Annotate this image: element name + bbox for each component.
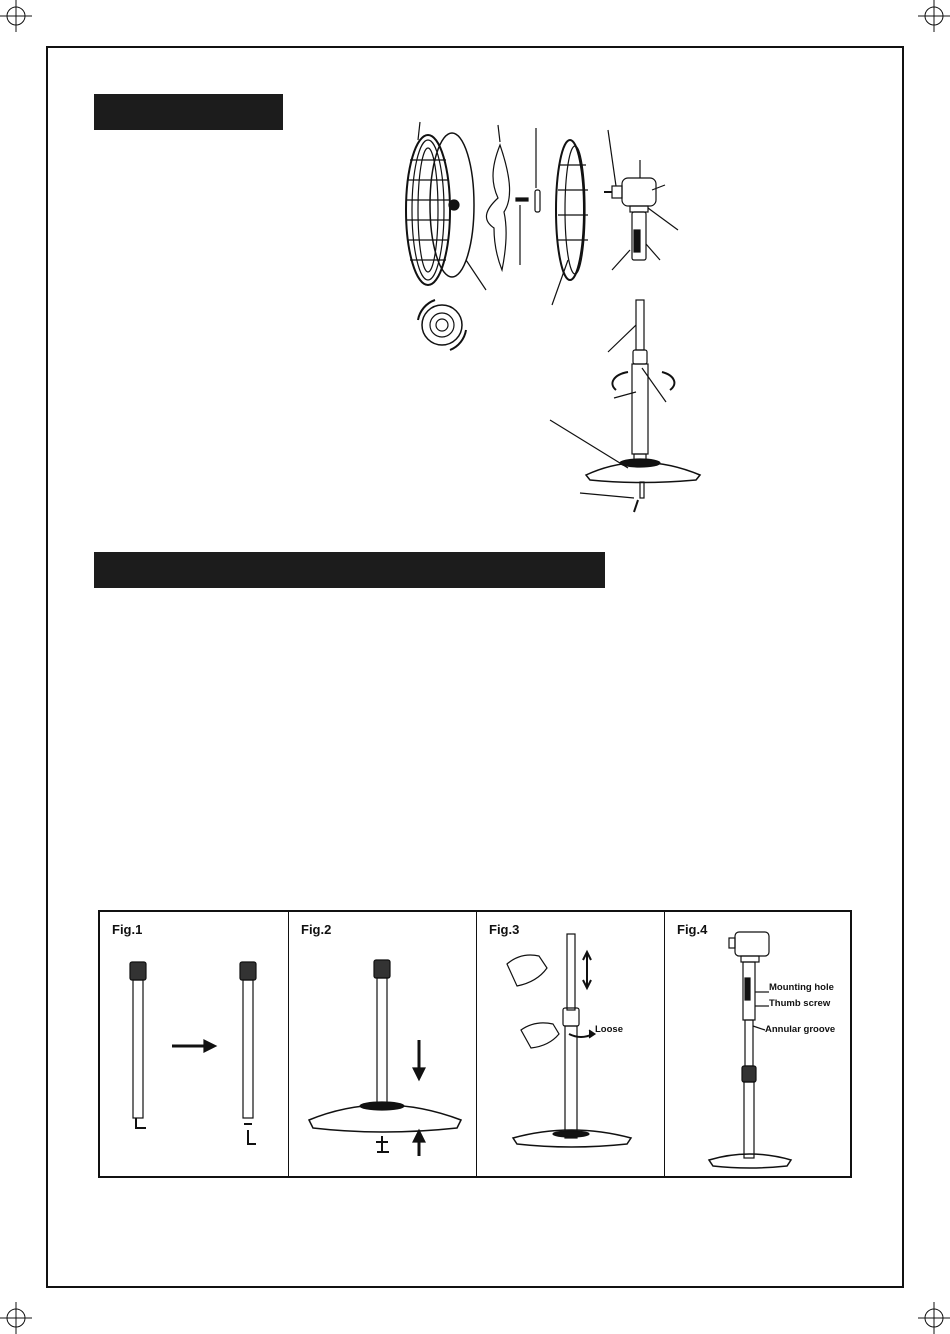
- rear-guard-drawing: [406, 135, 450, 285]
- annular-groove-callout: Annular groove: [765, 1024, 836, 1035]
- crop-mark-top-right: [904, 0, 950, 46]
- figure-label: Fig.3: [489, 922, 520, 937]
- figure-panel-4: [665, 912, 850, 1176]
- spinner-knob-drawing: [422, 305, 462, 345]
- figure-label: Fig.1: [112, 922, 143, 937]
- crop-mark-bottom-right: [904, 1288, 950, 1334]
- crop-mark-bottom-left: [0, 1288, 46, 1334]
- pole-drawing: [632, 300, 648, 462]
- fig4-drawing: [665, 912, 850, 1176]
- mounting-hole-callout: Mounting hole: [769, 982, 834, 993]
- fig3-drawing: [477, 912, 665, 1176]
- base-drawing: [586, 459, 700, 512]
- motor-head-drawing: [604, 160, 656, 260]
- figure-panel-2: [289, 912, 477, 1176]
- figure-panel-3: [477, 912, 665, 1176]
- figure-panel-1: [100, 912, 289, 1176]
- assembly-figures: [98, 910, 852, 1178]
- figure-label: Fig.2: [301, 922, 332, 937]
- section-header-bar-assembly: [94, 552, 605, 588]
- section-header-bar-parts: [94, 94, 283, 130]
- fig1-drawing: [100, 912, 289, 1176]
- fig2-drawing: [289, 912, 477, 1176]
- fan-blade-drawing: [486, 145, 509, 270]
- front-guard-drawing: [556, 140, 588, 280]
- loose-callout: Loose: [595, 1024, 623, 1035]
- figure-label: Fig.4: [677, 922, 708, 937]
- thumb-screw-callout: Thumb screw: [769, 998, 831, 1009]
- crop-mark-top-left: [0, 0, 46, 46]
- exploded-parts-diagram: [390, 120, 720, 530]
